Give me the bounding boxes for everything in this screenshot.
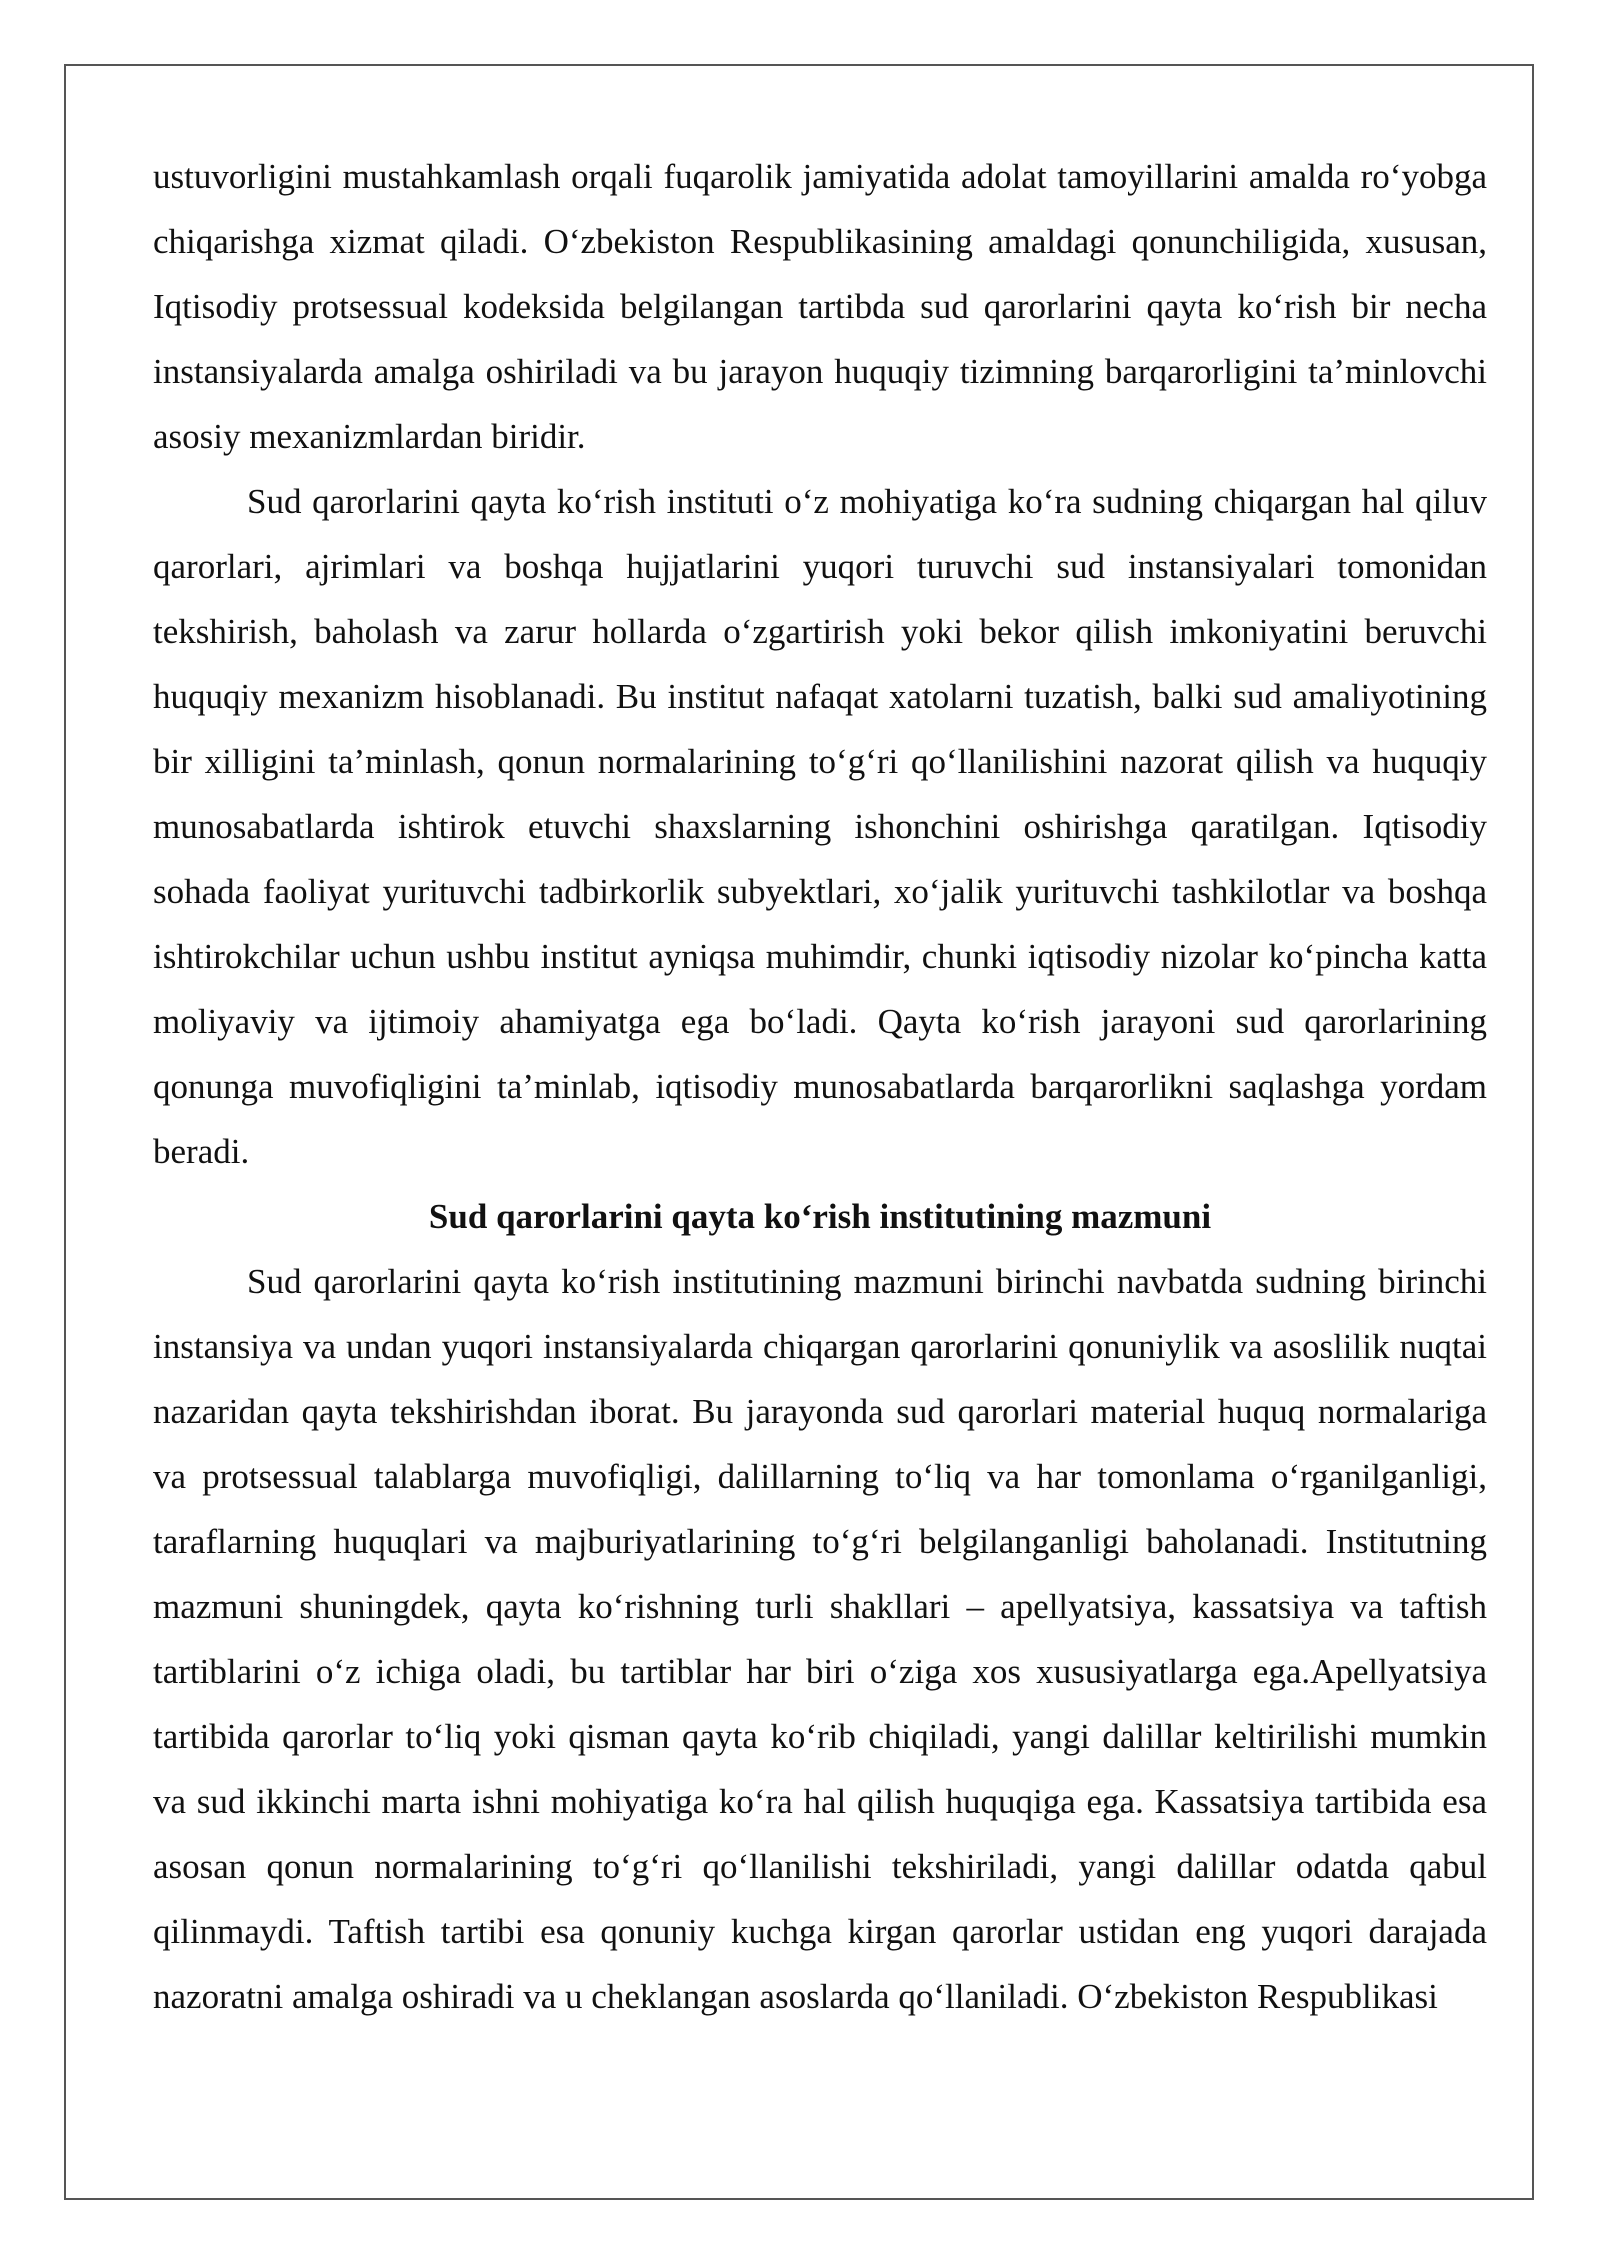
- paragraph-institute-essence: Sud qarorlarini qayta ko‘rish instituti o‘z mohiyatiga ko‘ra sudning chiqargan hal qiluv qarorlari, ajrimlari va boshqa hujjatlarini yuqori turuvchi sud instansiyalari tomonidan tekshirish, baholash va zarur hollarda o‘zgartirish yoki bekor qilish imkoniyatini beruvchi huquqiy mexanizm hisoblanadi. Bu institut nafaqat xatolarni tuzatish, balki sud amaliyotining bir xilligini ta’minlash, qonun normalarining to‘g‘ri qo‘llanilishini nazorat qilish va huquqiy munosabatlarda ishtirok etuvchi shaxslarning ishonchini oshirishga qaratilgan. Iqtisodiy sohada faoliyat yurituvchi tadbirkorlik subyektlari, xo‘jalik yurituvchi tashkilotlar va boshqa ishtirokchilar uchun ushbu institut ayniqsa muhimdir, chunki iqtisodiy nizolar ko‘pincha katta moliyaviy va ijtimoiy ahamiyatga ega bo‘ladi. Qayta ko‘rish jarayoni sud qarorlarining qonunga muvofiqligini ta’minlab, iqtisodiy munosabatlarda barqarorlikni saqlashga yordam beradi.: [153, 482, 1487, 1171]
- section-heading: Sud qarorlarini qayta ko‘rish institutining mazmuni: [428, 1197, 1212, 1236]
- document-body: [153, 144, 1487, 2029]
- paragraph-continued: ustuvorligini mustahkamlash orqali fuqarolik jamiyatida adolat tamoyillarini amalda ro‘yobga chiqarishga xizmat qiladi. O‘zbekiston Respublikasining amaldagi qonunchiligida, xususan, Iqtisodiy protsessual kodeksida belgilangan tartibda sud qarorlarini qayta ko‘rish bir necha instansiyalarda amalga oshiriladi va bu jarayon huquqiy tizimning barqarorligini ta’minlovchi asosiy mexanizmlardan biridir.: [153, 157, 1487, 456]
- paragraph-institute-content: Sud qarorlarini qayta ko‘rish institutining mazmuni birinchi navbatda sudning birinchi instansiya va undan yuqori instansiyalarda chiqargan qarorlarini qonuniylik va asoslilik nuqtai nazaridan qayta tekshirishdan iborat. Bu jarayonda sud qarorlari material huquq normalariga va protsessual talablarga muvofiqligi, dalillarning to‘liq va har tomonlama o‘rganilganligi, taraflarning huquqlari va majburiyatlarining to‘g‘ri belgilanganligi baholanadi. Institutning mazmuni shuningdek, qayta ko‘rishning turli shakllari – apellyatsiya, kassatsiya va taftish tartiblarini o‘z ichiga oladi, bu tartiblar har biri o‘ziga xos xususiyatlarga ega.Apellyatsiya tartibida qarorlar to‘liq yoki qisman qayta ko‘rib chiqiladi, yangi dalillar keltirilishi mumkin va sud ikkinchi marta ishni mohiyatiga ko‘ra hal qilish huquqiga ega. Kassatsiya tartibida esa asosan qonun normalarining to‘g‘ri qo‘llanilishi tekshiriladi, yangi dalillar odatda qabul qilinmaydi. Taftish tartibi esa qonuniy kuchga kirgan qarorlar ustidan eng yuqori darajada nazoratni amalga oshiradi va u cheklangan asoslarda qo‘llaniladi. O‘zbekiston Respublikasi: [153, 1262, 1487, 2016]
